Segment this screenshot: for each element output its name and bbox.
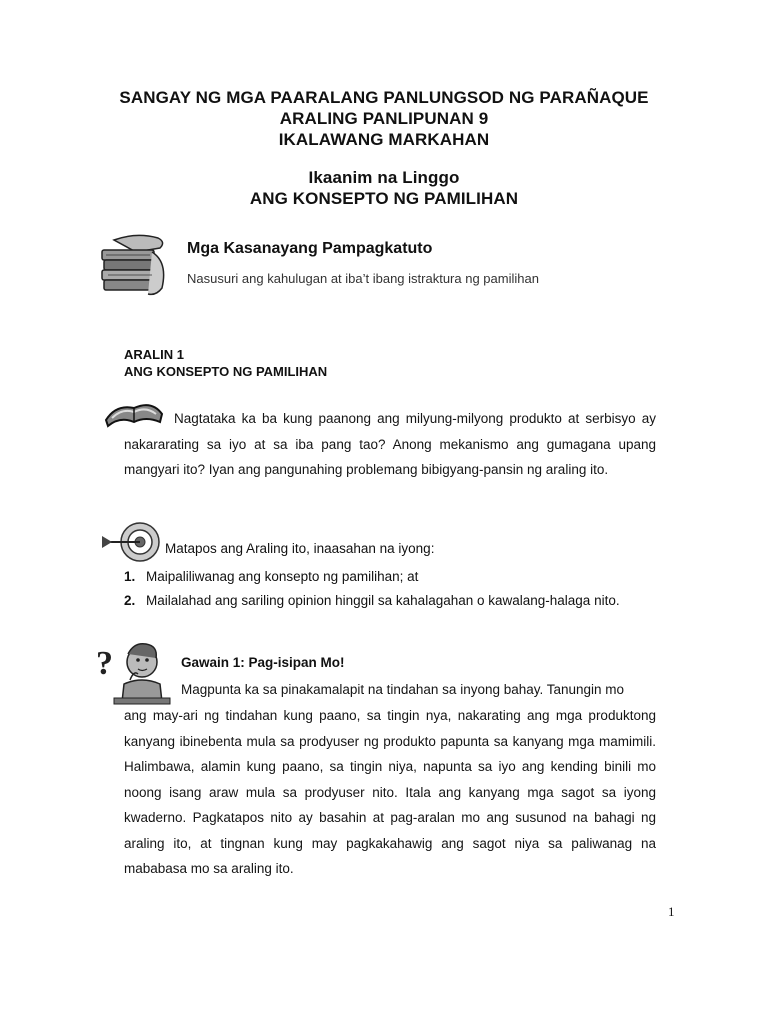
books-in-hand-icon [96,232,172,300]
lesson-number: ARALIN 1 [124,347,184,362]
objectives-list [124,565,620,613]
activity-title: Gawain 1: Pag-isipan Mo! [181,655,345,670]
list-item: 1. Maipaliliwanag ang konsepto ng pamilihan; at [124,569,419,584]
division-name: SANGAY NG MGA PAARALANG PANLUNGSOD NG PARAÑAQUE [119,88,649,107]
lesson-title: ANG KONSEPTO NG PAMILIHAN [124,364,328,379]
intro-paragraph: Nagtataka ka ba kung paanong ang milyung-milyong produkto at serbisyo ay nakararating sa iyo at sa iba pang tao? Anong mekanismo ang gumagana upang mangyari ito? Iyan ang pangunahing problemang bibigyang-pansin ng araling ito. [124,411,656,477]
week-label: Ikaanim na Linggo [308,168,460,187]
topic-title: ANG KONSEPTO NG PAMILIHAN [249,189,519,208]
lesson-heading [124,346,327,380]
objectives-intro: Matapos ang Araling ito, inaasahan na iyong: [165,541,435,556]
subject-name: ARALING PANLIPUNAN 9 [279,109,489,128]
page-number: 1 [668,904,675,919]
target-arrow-icon [100,520,164,566]
quarter-name: IKALAWANG MARKAHAN [278,130,490,149]
activity-paragraph: ang may-ari ng tindahan kung paano, sa tingin nya, nakarating ang mga produktong kanyang ibinebenta mula sa prodyuser ng produkto papunta sa kanyang mga mamimili. Halimbawa, alamin kung paano, sa tingin niya, napunta sa iyo ang kending binili mo noong isang araw mula sa prodyuser nito. Itala ang kanyang mga sagot sa iyong kwaderno. Pagkatapos nito ay basahin at pag-aralan mo ang susunod na bahagi ng araling ito, at tingnan kung may pagkakahawig ang sagot niya sa paliwanag na mababasa mo sa araling ito. [124,708,656,876]
thinking-person-icon [94,640,178,706]
competency-title: Mga Kasanayang Pampagkatuto [187,240,433,257]
activity-first-line: Magpunta ka sa pinakamalapit na tindahan sa inyong bahay. Tanungin mo [181,682,625,697]
list-item: 2. Mailalahad ang sariling opinion hinggil sa kahalagahan o kawalang-halaga nito. [124,593,620,608]
competency-description: Nasusuri ang kahulugan at iba’t ibang istraktura ng pamilihan [187,271,539,286]
svg-text:?: ? [96,645,113,682]
